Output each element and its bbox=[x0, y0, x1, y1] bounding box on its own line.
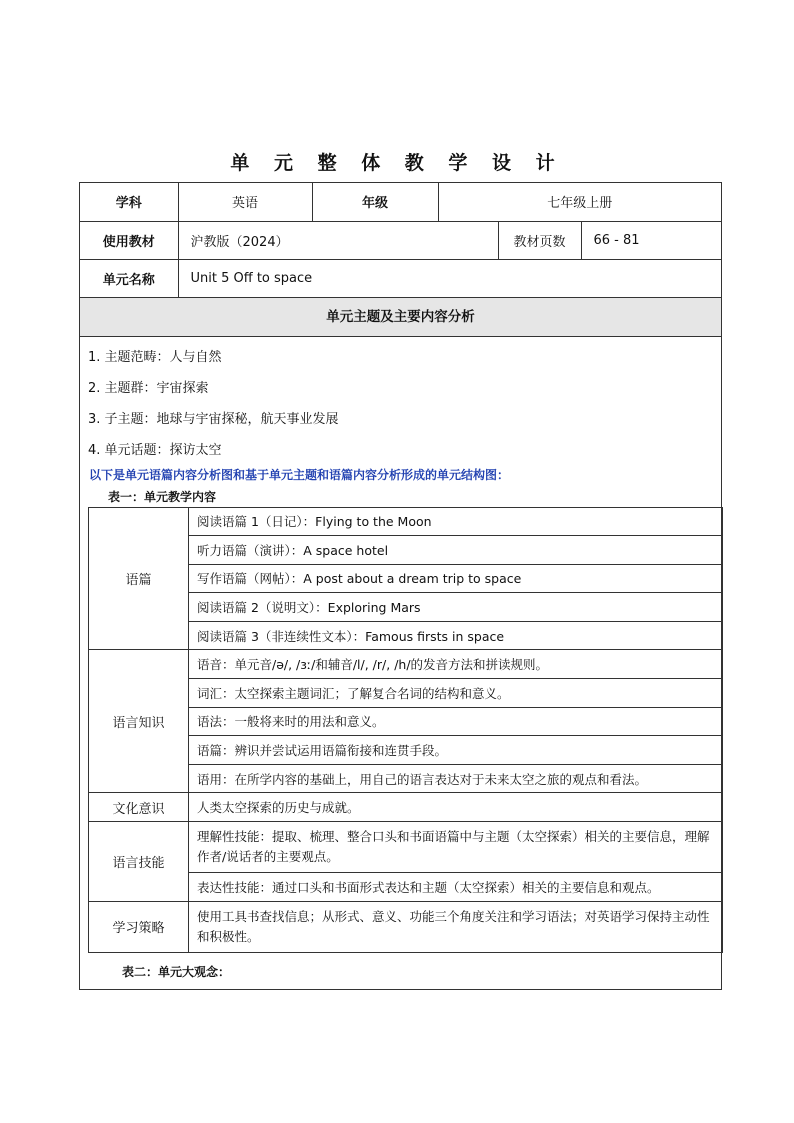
topic-item: 3. 子主题：地球与宇宙探秘，航天事业发展 bbox=[88, 411, 339, 427]
subject-label: 学科 bbox=[80, 183, 178, 221]
knowledge-item: 语音：单元音/ə/, /ɜː/和辅音/l/, /r/, /h/的发音方法和拼读规则。 bbox=[189, 650, 723, 679]
text-item: 阅读语篇 2（说明文）：Exploring Mars bbox=[189, 593, 723, 622]
culture-item: 人类太空探索的历史与成就。 bbox=[189, 793, 723, 822]
table1-caption: 表一：单元教学内容 bbox=[108, 489, 217, 504]
texts-label: 语篇 bbox=[89, 507, 189, 650]
subject-value: 英语 bbox=[178, 183, 312, 221]
topic-item: 1. 主题范畴：人与自然 bbox=[88, 349, 222, 365]
info-table bbox=[80, 183, 721, 298]
skills-item: 理解性技能：提取、梳理、整合口头和书面语篇中与主题（太空探索）相关的主要信息，理解作者/说话者的主要观点。 bbox=[189, 822, 723, 873]
table2-caption: 表二：单元大观念： bbox=[122, 964, 231, 979]
textbook-value: 沪教版（2024） bbox=[178, 221, 498, 259]
grade-value: 七年级上册 bbox=[438, 183, 721, 221]
knowledge-item: 词汇：太空探索主题词汇；了解复合名词的结构和意义。 bbox=[189, 679, 723, 708]
pages-value: 66 - 81 bbox=[581, 221, 721, 259]
topic-item: 4. 单元话题：探访太空 bbox=[88, 442, 222, 458]
text-item: 阅读语篇 3（非连续性文本）：Famous firsts in space bbox=[189, 621, 723, 650]
strategy-item: 使用工具书查找信息；从形式、意义、功能三个角度关注和学习语法；对英语学习保持主动性和积极性。 bbox=[189, 901, 723, 952]
knowledge-item: 语用：在所学内容的基础上，用自己的语言表达对于未来太空之旅的观点和看法。 bbox=[189, 764, 723, 793]
knowledge-label: 语言知识 bbox=[89, 650, 189, 793]
skills-label: 语言技能 bbox=[89, 822, 189, 902]
analysis-note: 以下是单元语篇内容分析图和基于单元主题和语篇内容分析形成的单元结构图： bbox=[89, 467, 510, 482]
strategy-label: 学习策略 bbox=[89, 901, 189, 952]
pages-label: 教材页数 bbox=[498, 221, 581, 259]
text-item: 听力语篇（演讲）：A space hotel bbox=[189, 536, 723, 565]
textbook-label: 使用教材 bbox=[80, 221, 178, 259]
text-item: 阅读语篇 1（日记）：Flying to the Moon bbox=[189, 507, 723, 536]
section-heading: 单元主题及主要内容分析 bbox=[80, 298, 721, 337]
knowledge-item: 语篇：辨识并尝试运用语篇衔接和连贯手段。 bbox=[189, 736, 723, 765]
topic-list bbox=[80, 337, 721, 471]
teaching-content-table bbox=[88, 507, 723, 953]
design-table bbox=[79, 182, 722, 990]
skills-item: 表达性技能：通过口头和书面形式表达和主题（太空探索）相关的主要信息和观点。 bbox=[189, 873, 723, 902]
culture-label: 文化意识 bbox=[89, 793, 189, 822]
unit-value: Unit 5 Off to space bbox=[178, 259, 721, 297]
topic-item: 2. 主题群：宇宙探索 bbox=[88, 380, 209, 396]
page-title: 单 元 整 体 教 学 设 计 bbox=[230, 152, 564, 174]
text-item: 写作语篇（网帖）：A post about a dream trip to space bbox=[189, 564, 723, 593]
knowledge-item: 语法：一般将来时的用法和意义。 bbox=[189, 707, 723, 736]
unit-label: 单元名称 bbox=[80, 259, 178, 297]
grade-label: 年级 bbox=[312, 183, 438, 221]
